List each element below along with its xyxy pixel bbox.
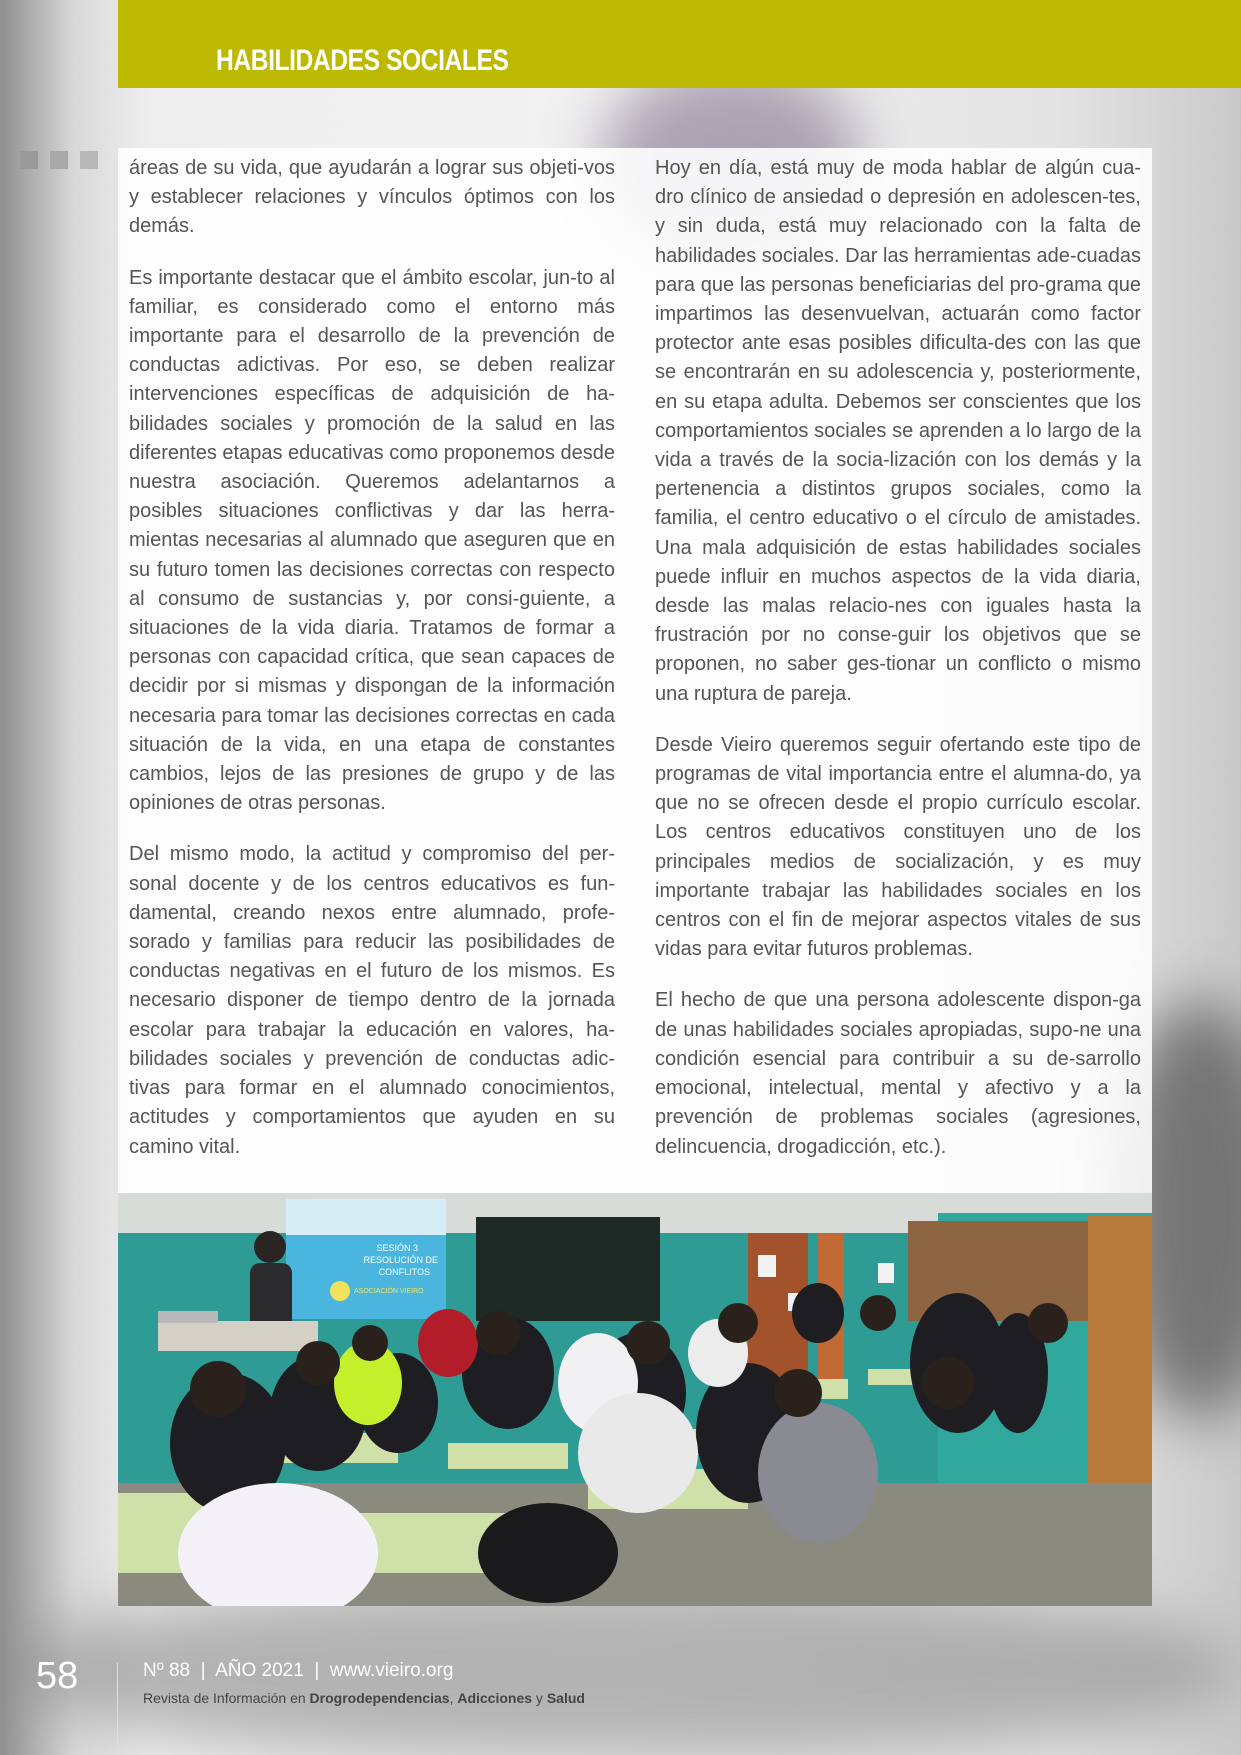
tagline-text: ,: [449, 1690, 458, 1706]
classroom-photo: [118, 1193, 1152, 1606]
article-column-left: [129, 154, 615, 1184]
screen-text: RESOLUCIÓN DE: [363, 1255, 438, 1265]
section-title: HABILIDADES SOCIALES: [216, 44, 509, 77]
screen-text: CONFLITOS: [378, 1267, 430, 1277]
tagline-bold: Adicciones: [457, 1690, 533, 1706]
paragraph: Desde Vieiro queremos seguir ofertando este tipo de programas de vital importancia entre el alumna-do, ya que no se ofrecen desde el propio currículo escolar. Los centros educativos constituyen uno de los principales medios de socialización, y es muy importante trabajar las habilidades sociales en los centros con el fin de mejorar aspectos vitales de sus vidas para evitar futuros problemas.: [655, 733, 1141, 961]
issue-info: Nº 88 | AÑO 2021 | www.vieiro.org: [143, 1660, 454, 1681]
tagline-text: y: [532, 1690, 547, 1706]
magazine-tagline: [143, 1690, 585, 1706]
article-column-right: [655, 154, 1141, 1184]
tagline-text: Revista de Información en: [143, 1690, 310, 1706]
screen-text: ASOCIACIÓN VIEIRO: [354, 1288, 424, 1295]
page-number: 58: [36, 1655, 79, 1697]
paragraph: Es importante destacar que el ámbito escolar, jun-to al familiar, es considerado como el entorno más importante para el desarrollo de la prevención de conductas adictivas. Por eso, se deben realizar intervenciones específicas de adquisición de ha-bilidades sociales y promoción de la salud en las diferentes etapas educativas como proponemos desde nuestra asociación. Queremos adelantarnos a posibles situaciones conflictivas y dar las herra-mientas necesarias al alumnado que aseguren que en su futuro tomen las decisiones correctas con respecto al consumo de sustancias y, por consi-guiente, a situaciones de la vida diaria. Tratamos de formar a personas con capacidad crítica, que sean capaces de decidir por si mismas y dispongan de la información necesaria para tomar las decisiones correctas en cada situación de la vida, en una etapa de constantes cambios, lejos de las presiones de grupo y de las opiniones de otras personas.: [129, 266, 615, 815]
tagline-bold: Drogrodependencias: [309, 1690, 450, 1706]
square-icon: [20, 151, 38, 169]
screen-text: SESIÓN 3: [376, 1243, 418, 1253]
decorative-squares: [20, 151, 98, 169]
square-icon: [80, 151, 98, 169]
paragraph: El hecho de que una persona adolescente dispon-ga de unas habilidades sociales apropiadas, supo-ne una condición esencial para contribuir a su de-sarrollo emocional, intelectual, mental y afectivo y a la prevención de problemas sociales (agresiones, delincuencia, drogadicción, etc.).: [655, 989, 1141, 1158]
paragraph: Del mismo modo, la actitud y compromiso del per-sonal docente y de los centros educativos es fun-damental, creando nexos entre alumnado, profe-sorado y familias para reducir las posibilidades de conductas negativas en el futuro de los mismos. Es necesario disponer de tiempo dentro de la jornada escolar para trabajar la educación en valores, ha-bilidades sociales y prevención de conductas adic-tivas para formar en el alumnado conocimientos, actitudes y comportamientos que ayuden en su camino vital.: [129, 843, 615, 1158]
tagline-bold: Salud: [546, 1690, 585, 1706]
paragraph: áreas de su vida, que ayudarán a lograr sus objeti-vos y establecer relaciones y vínculos óptimos con los demás.: [129, 157, 615, 238]
square-icon: [50, 151, 68, 169]
paragraph: Hoy en día, está muy de moda hablar de algún cua-dro clínico de ansiedad o depresión en adolescen-tes, y sin duda, está muy relacionado con la falta de habilidades sociales. Dar las herramientas ade-cuadas para que las personas beneficiarias del pro-grama que impartimos las desenvuelvan, actuarán como factor protector ante esas posibles dificulta-des con las que se encontrarán en su adolescencia y, posteriormente, en su etapa adulta. Debemos ser conscientes que los comportamientos sociales se aprenden a lo largo de la vida a través de la socia-lización con los demás y la pertenencia a distintos grupos sociales, como la familia, el centro educativo o el círculo de amistades. Una mala adquisición de estas habilidades sociales puede influir en muchos aspectos de la vida diaria, desde las malas relacio-nes con iguales hasta la frustración por no conse-guir los objetivos que se proponen, no saber ges-tionar un conflicto o mismo una ruptura de pareja.: [655, 157, 1141, 705]
footer-divider: [117, 1663, 118, 1755]
